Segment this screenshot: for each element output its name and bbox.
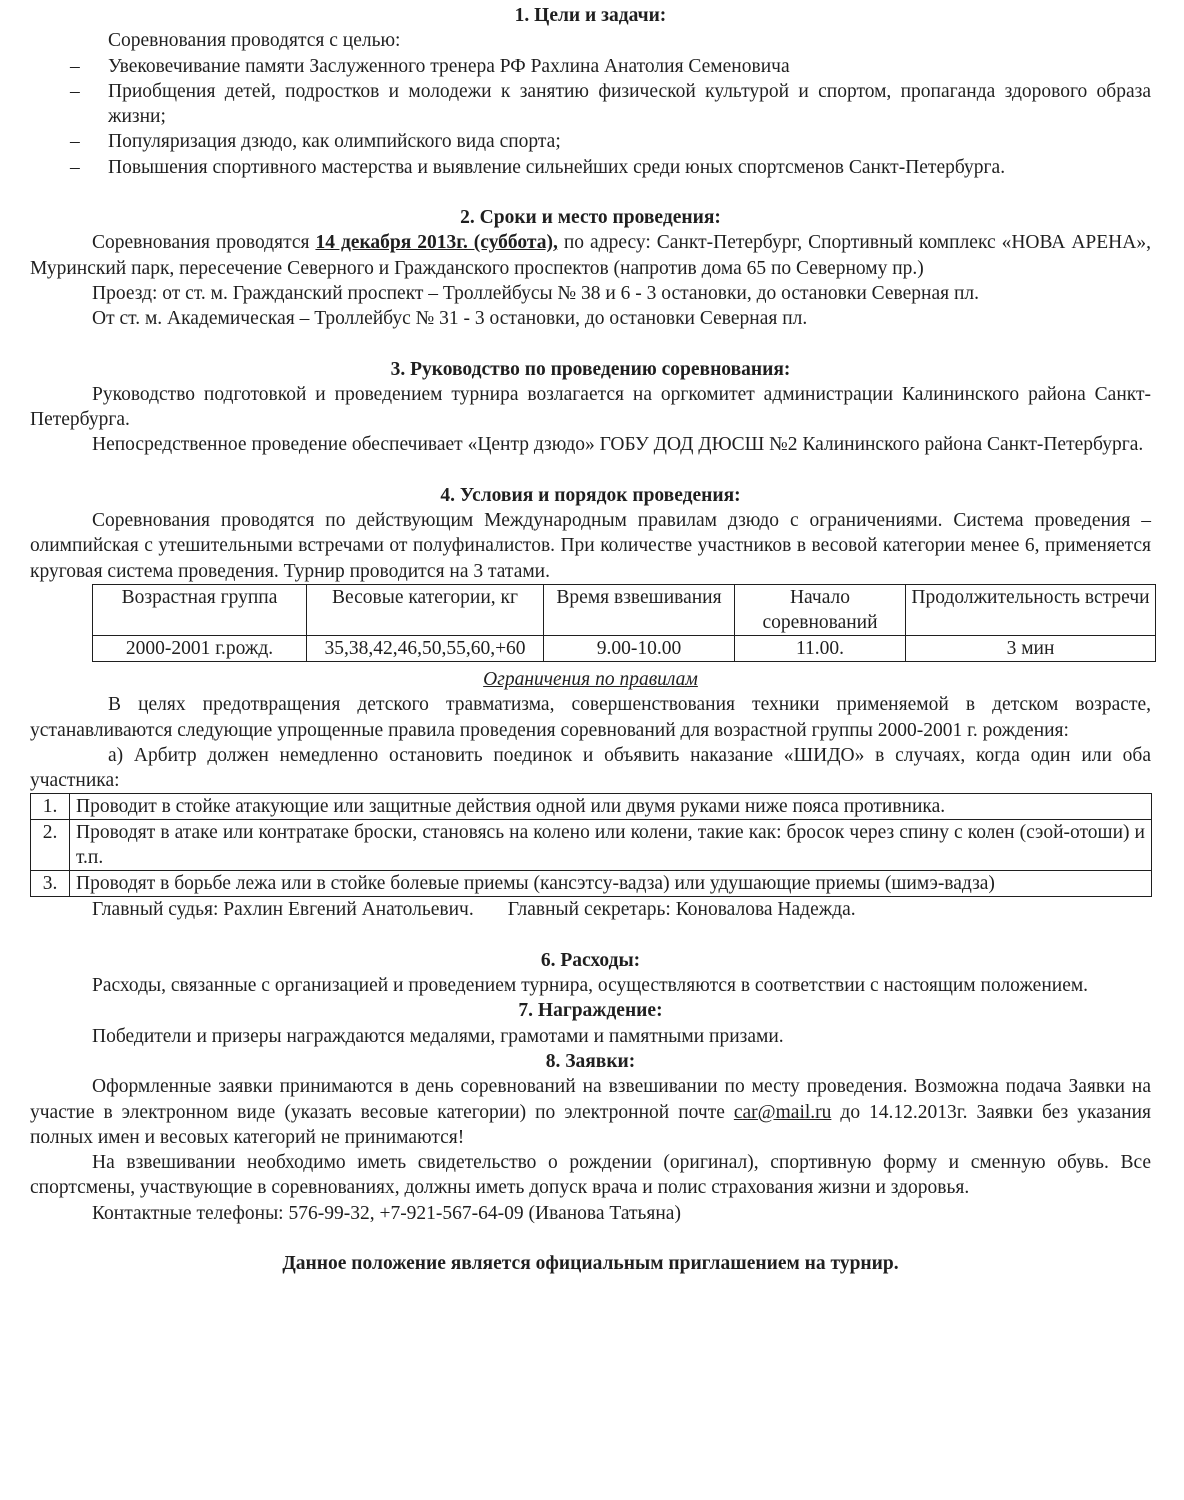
rule-text: Проводит в стойке атакующие или защитные действия одной или двумя руками ниже пояса противника. bbox=[70, 794, 1152, 820]
section-8-paragraph-2: На взвешивании необходимо иметь свидетельство о рождении (оригинал), спортивную форму и сменную обувь. Все спортсмены, участвующие в соревнованиях, должны иметь допуск врача и полис страхования жизни и здоровья. bbox=[30, 1152, 1151, 1199]
table-cell: 11.00. bbox=[735, 635, 906, 661]
section-8-paragraph-1: Оформленные заявки принимаются в день соревнований на взвешивании по месту проведения. Возможна подача Заявки на участие в электронном виде (указать весовые категории) по электронной почте car@mail.ru до 14.12.2013г. Заявки без указания полных имен и весовых категорий не принимаются! bbox=[30, 1076, 1151, 1148]
arbiter-paragraph: а) Арбитр должен немедленно остановить поединок и объявить наказание «ШИДО» в случаях, когда один или оба участника: bbox=[30, 744, 1151, 792]
section-6-title: 6. Расходы: bbox=[540, 949, 641, 971]
document-page bbox=[30, 3, 1151, 1276]
table-cell: 3 мин bbox=[906, 635, 1156, 661]
section-1-intro: Соревнования проводятся с целью: bbox=[108, 30, 401, 52]
officials-line bbox=[30, 897, 1151, 922]
rule-number: 1. bbox=[31, 794, 70, 820]
table-cell: 2000-2001 г.рожд. bbox=[93, 635, 307, 661]
table-header-cell: Начало соревнований bbox=[735, 584, 906, 635]
rule-number: 3. bbox=[31, 871, 70, 897]
table-header-cell: Продолжительность встречи bbox=[906, 584, 1156, 635]
section-3-paragraph-1: Руководство подготовкой и проведением турнира возлагается на оргкомитет администрации Калининского района Санкт-Петербурга. bbox=[30, 383, 1151, 431]
chief-judge: Главный судья: Рахлин Евгений Анатольевич. bbox=[92, 899, 474, 921]
section-2-title: 2. Сроки и место проведения: bbox=[460, 207, 721, 229]
email-link[interactable]: car@mail.ru bbox=[733, 1101, 832, 1123]
section-3-paragraph-2: Непосредственное проведение обеспечивает «Центр дзюдо» ГОБУ ДОД ДЮСШ №2 Калининского района Санкт-Петербурга. bbox=[92, 434, 1144, 456]
rule-text: Проводят в борьбе лежа или в стойке болевые приемы (кансэтсу-вадза) или удушающие приемы (шимэ-вадза) bbox=[70, 871, 1152, 897]
event-date: 14 декабря 2013г. (суббота), bbox=[315, 232, 558, 254]
table-row bbox=[31, 871, 1152, 897]
list-item: – Популяризация дзюдо, как олимпийского вида спорта; bbox=[70, 131, 561, 153]
rule-text: Проводят в атаке или контратаке броски, становясь на колено или колени, такие как: бросок через спину с колен (сэой-отоши) и т.п. bbox=[70, 820, 1152, 871]
section-4-paragraph: Соревнования проводятся по действующим Международным правилам дзюдо с ограничениями. Система проведения – олимпийская с утешительными встречами от полуфиналистов. При количестве участников в весовой категории менее 6, применяется круговая система проведения. Турнир проводится на 3 татами. bbox=[30, 510, 1151, 582]
section-3-title: 3. Руководство по проведению соревнования: bbox=[390, 358, 791, 380]
list-item: – Повышения спортивного мастерства и выявление сильнейших среди юных спортсменов Санкт-Петербурга. bbox=[70, 156, 1006, 178]
section-6-paragraph: Расходы, связанные с организацией и проведением турнира, осуществляются в соответствии с настоящим положением. bbox=[92, 975, 1089, 997]
contacts-line: Контактные телефоны: 576-99-32, +7-921-567-64-09 (Иванова Татьяна) bbox=[92, 1202, 681, 1224]
section-2-directions-1: Проезд: от ст. м. Гражданский проспект – Троллейбусы № 38 и 6 - 3 остановки, до остановки Северная пл. bbox=[92, 282, 980, 304]
section-4-title: 4. Условия и порядок проведения: bbox=[440, 484, 741, 506]
section-1-title: 1. Цели и задачи: bbox=[514, 5, 667, 26]
table-header-cell: Время взвешивания bbox=[544, 584, 735, 635]
rules-table bbox=[30, 793, 1152, 897]
table-row bbox=[31, 820, 1152, 871]
table-cell: 35,38,42,46,50,55,60,+60 bbox=[307, 635, 544, 661]
restrictions-title: Ограничения по правилам bbox=[483, 668, 698, 690]
table-row bbox=[93, 635, 1156, 661]
section-7-title: 7. Награждение: bbox=[518, 1000, 663, 1022]
section-7-paragraph: Победители и призеры награждаются медалями, грамотами и памятными призами. bbox=[92, 1025, 784, 1047]
list-item: – Увековечивание памяти Заслуженного тренера РФ Рахлина Анатолия Семеновича bbox=[70, 55, 790, 77]
table-header-cell: Весовые категории, кг bbox=[307, 584, 544, 635]
goals-list bbox=[30, 54, 1151, 180]
table-row bbox=[31, 794, 1152, 820]
rule-number: 2. bbox=[31, 820, 70, 871]
table-header-row bbox=[93, 584, 1156, 635]
restrictions-paragraph: В целях предотвращения детского травматизма, совершенствования техники применяемой в детском возрасте, устанавливаются следующие упрощенные правила проведения соревнований для возрастной группы 2000-2001 г. рождения: bbox=[30, 694, 1151, 741]
section-2-directions-2: От ст. м. Академическая – Троллейбус № 31 - 3 остановки, до остановки Северная пл. bbox=[92, 308, 808, 330]
final-statement: Данное положение является официальным приглашением на турнир. bbox=[282, 1252, 899, 1274]
table-header-cell: Возрастная группа bbox=[93, 584, 307, 635]
list-item: – Приобщения детей, подростков и молодежи к занятию физической культурой и спортом, пропаганда здорового образа жизни; bbox=[70, 80, 1151, 128]
chief-secretary: Главный секретарь: Коновалова Надежда. bbox=[507, 899, 856, 921]
section-8-title: 8. Заявки: bbox=[545, 1050, 636, 1072]
table-cell: 9.00-10.00 bbox=[544, 635, 735, 661]
schedule-table bbox=[92, 584, 1156, 662]
section-2-paragraph: Соревнования проводятся 14 декабря 2013г. (суббота), по адресу: Санкт-Петербург, Спортивный комплекс «НОВА АРЕНА», Муринский парк, пересечение Северного и Гражданского проспектов (напротив дома 65 по Северному пр.) bbox=[30, 232, 1151, 279]
